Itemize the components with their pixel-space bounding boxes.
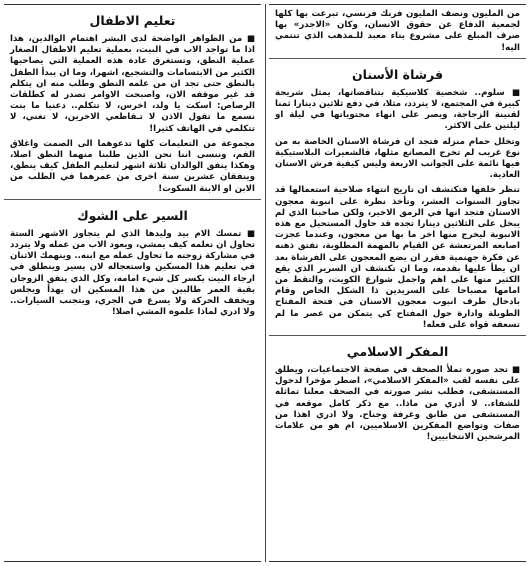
dentist-heading: فرشاة الأسنان	[351, 66, 444, 82]
children-paragraph-1: ■ من الظواهر الواضحة لدى البشر اهتمام الوالدين، هذا اذا ما تواجد الاب في البيت، بعملية تعليم الاطفال الصغار عملية النطق، وتستغرق عادة هذه العملية التي يصاحبها الكثير من الابتسامات والتشجيع، اشهرا، وما ان يبدأ الطفل بالنطق حتى تجد ان من علمه النطق وطلب منه ان يتكلم قد غير موقفه الان، واصبحت الاوامر تصدر له كطلقات الرصاص: اسكت يا ولد، اخرس، لا تتكلم.. دعنيا ما بنت نسمع ما تقول الاذن لا تـقاطعي الاخرين، لا تغني، لا تتكلمي في الهاتف كثيرا!	[10, 34, 255, 134]
islamic-thinker-heading: المفكر الاسلامي	[346, 344, 449, 360]
right-column	[269, 4, 526, 562]
dentist-section	[269, 58, 526, 331]
children-heading: تعليم الاطفال	[89, 13, 176, 28]
column-divider	[265, 4, 266, 562]
islamic-thinker-paragraph-1: ■ تجد صوره تملأ الصحف في صفحة الاجتماعيات، ويطلق على نفسه لقب «المفكر الاسلامي»، اضطر مؤخرا لدخول المستشفى، فطلب نشر صورته في الصحف معلنا تماثله للشفاء.. لا أدري من ماذا.. مع ذكر كامل موقعه في المستشفى من طابق وغرفة وجناح. ولا ادري اهذا من صفات وتواضع المفكرين الاسلاميين، ام هو من علامات المرشحين الانتخابيين!	[275, 365, 520, 443]
dentist-paragraph-3: تنظر خلفها فتكتشف ان تاريخ انتهاء صلاحية استعمالها قد تجاوز السنوات العشر، وتأخذ نظرة على انبوبة معجون الاسنان فتجد انها في الرمق الاخير، ولكن صاحبنا الذي لم يبخل على الثلاثين دينارا تجده قد حاول المستحيل مع هذه الانبوبة ليخرج منها اخر ما بها من معجون، وعندما عجزت اصابعه المرتعشة عن القيام بالمهمة المطلوبة، تفتق ذهنه عن فكرة جهنمية فقرر ان يضع المعجون على الفرشاة بعد ان يطأ عليها بقدمه، وما ان تكتشف ان السرير الذي يقع الكثير منها على اهم واجمل شوارع الكويت، والتقط من امامها مصباحا على السريدين ذا الشكل الخاص وقام بادخال طرف انبوب معجون الاسنان في فتحة المفتاح الطويلة وادارة حول المفتاح كي يتمكن من عصر ما لم تسعفه قواه على فعله!	[275, 185, 520, 330]
thorns-section	[4, 199, 261, 319]
left-column	[4, 4, 261, 562]
dentist-paragraph-1: ■ سلوم.. شخصية كلاسيكية بتناقضاتها، يمثل شريحة كبيرة في المجتمع، لا يتردد، مثلا، في دفع ثلاثين دينارا ثمنا لقنينة الزجاجة، ويصر على انهاء محتوياتها في ليلة او ليلتين على الاكثر.	[275, 87, 520, 132]
intro-section	[269, 9, 526, 54]
thorns-paragraph-1: ■ تمسك الام بيد وليدها الذي لم يتجاوز الاشهر الستة تحاول ان تعلمه كيف يمشي، ويعود الاب من عمله ولا يتردد في مشاركة زوجته ما تحاول عمله مع ابنه.. وينهمك الاثنان في تعليم هذا المسكين واستعجاله لان يسير وينطلق في ارجاء البيت يكسر كل شيء امامه، وكل الذي ينفق الزوجان بقية العمر طالبين من هذا المسكين ان يهدأ ويجلس ويخفف الحركة ولا يسرع في الجري، ويتجنب السيارات.. ولا ادري لماذا علموه المشي اصلا!	[10, 228, 255, 318]
intro-paragraph: من المليون ونصف المليون فرنك فرنسي، تبرعت بها كلها لجمعية الدفاع عن حقوق الانسان، وكان «الاجدر» بها صرف المبلغ على مشروع بناء معبد للـمذهب الذي تنتمي اليه!	[275, 9, 520, 53]
islamic-thinker-section	[269, 335, 526, 443]
dentist-paragraph-2: وتخلل حمام منزله فتجد ان فرشاة الاسنان الخاصة به من نوع غريب لم تخرج المصانع مثلها، فالشعيرات البلاستيكية فيها نائمة على الجوانب الاربعة وليس كيفية فرش الاسنان العادية.	[275, 136, 520, 181]
thorns-heading: السير على الشوك	[77, 207, 188, 223]
children-section	[4, 13, 261, 195]
children-paragraph-2: مجموعة من التعليمات كلها تدعوهما الى الصمت واغلاق الفم، وننسى اننا نحن الذين طلبنا منهما النطق اصلا، وهكذا ينفق الوالدان ثلاثة اشهر لتعليم الطفل كيف ينطق، وينفقان عشرين سنة اخرى من عمرهما في الطلب من الابن او الابنة السكوت!	[10, 138, 255, 194]
